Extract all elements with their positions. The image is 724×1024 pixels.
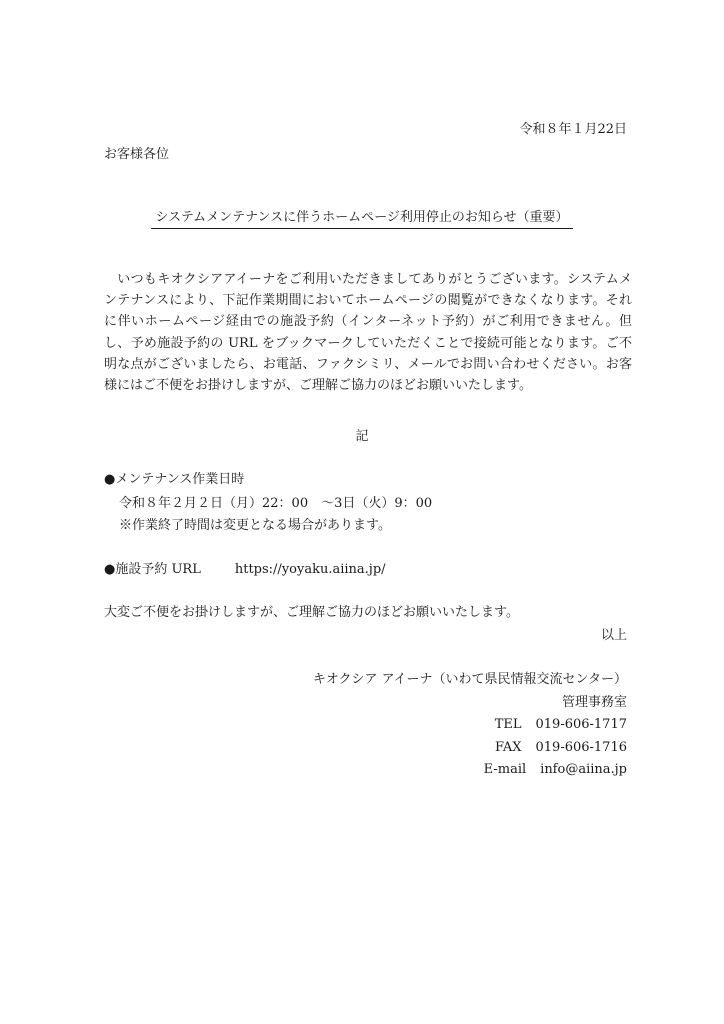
maintenance-heading: ●メンテナンス作業日時 <box>104 472 245 487</box>
issue-date: 令和８年１月22日 <box>519 122 627 137</box>
addressee: お客様各位 <box>104 147 170 162</box>
maintenance-time: 令和８年２月２日（月）22：00 ～3日（火）9：00 <box>119 496 433 511</box>
notice-title: システムメンテナンスに伴うホームページ利用停止のお知らせ（重要） <box>151 208 572 229</box>
reservation-url-label: ●施設予約 URL <box>104 562 201 577</box>
ijou-mark: 以上 <box>600 628 627 643</box>
sender-tel <box>495 715 627 735</box>
notice-title-block <box>0 208 724 229</box>
sender-organization: キオクシア アイーナ（いわて県民情報交流センター） <box>312 672 627 687</box>
reservation-url-line <box>104 560 386 580</box>
ki-heading: 記 <box>355 429 369 444</box>
reservation-url-link[interactable]: https://yoyaku.aiina.jp/ <box>234 562 386 577</box>
notice-body <box>104 269 632 396</box>
sender-fax <box>495 738 627 758</box>
email-address[interactable]: info@aiina.jp <box>540 762 627 777</box>
closing-text: 大変ご不便をお掛けしますが、ご理解ご協力のほどお願いいたします。 <box>104 605 519 620</box>
fax-number: 019-606-1716 <box>535 740 627 755</box>
sender-email <box>484 760 627 780</box>
body-paragraph: いつもキオクシアアイーナをご利用いただきましてありがとうございます。システムメンテナンスにより、下記作業期間においてホームページの閲覧ができなくなります。それに伴いホームページ経由での施設予約（インターネット予約）がご利用できません。但し、予め施設予約の URL をブックマークしていただくことで接続可能となります。ご不明な点がございましたら、お電話、ファクシミリ、メールでお問い合わせください。お客様にはご不便をお掛けしますが、ご理解ご協力のほどお願いいたします。 <box>104 272 632 394</box>
fax-label: FAX <box>494 740 522 755</box>
maintenance-note: ※作業終了時間は変更となる場合があります。 <box>119 518 391 533</box>
tel-label: TEL <box>494 717 522 732</box>
tel-number: 019-606-1717 <box>535 717 627 732</box>
sender-office: 管理事務室 <box>561 695 627 710</box>
email-label: E-mail <box>483 762 527 777</box>
